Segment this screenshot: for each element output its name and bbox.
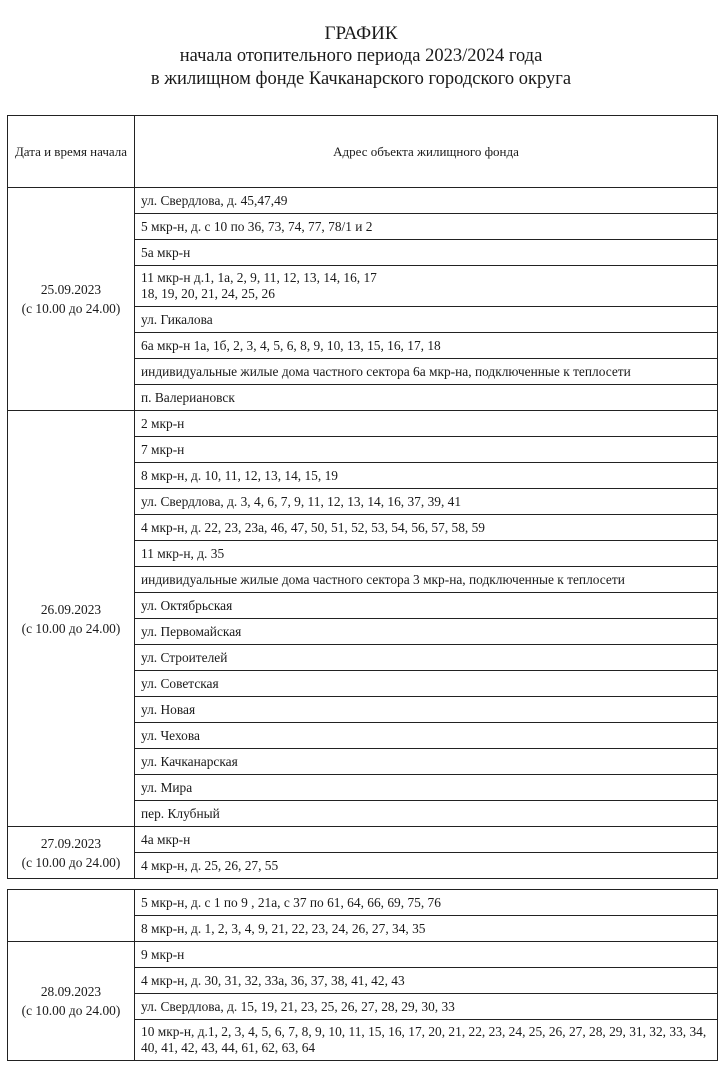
title-line-3: в жилищном фонде Качканарского городского округа xyxy=(150,69,572,89)
address-cell: 9 мкр-н xyxy=(135,942,718,968)
date-value: 28.09.2023 xyxy=(40,984,102,999)
address-cell: ул. Качканарская xyxy=(135,749,718,775)
header-date-cell: Дата и время начала xyxy=(8,116,135,188)
address-cell: ул. Свердлова, д. 45,47,49 xyxy=(135,188,718,214)
address-cell: 5а мкр-н xyxy=(135,240,718,266)
address-cell: ул. Гикалова xyxy=(135,307,718,333)
date-value: 27.09.2023 xyxy=(40,835,102,851)
table-row xyxy=(8,411,718,437)
time-range: (с 10.00 до 24.00) xyxy=(21,301,121,316)
address-cell: ул. Свердлова, д. 15, 19, 21, 23, 25, 26, 27, 28, 29, 30, 33 xyxy=(135,994,718,1020)
address-cell: 10 мкр-н, д.1, 2, 3, 4, 5, 6, 7, 8, 9, 10, 11, 15, 16, 17, 20, 21, 22, 23, 24, 25, 26, 27, 28, 29, 31, 32, 33, 34, 40, 41, 42, 43, 44, 61, 62, 63, 64 xyxy=(135,1020,718,1061)
address-cell: 4 мкр-н, д. 22, 23, 23а, 46, 47, 50, 51, 52, 53, 54, 56, 57, 58, 59 xyxy=(135,515,718,541)
address-cell: индивидуальные жилые дома частного сектора 3 мкр-на, подключенные к теплосети xyxy=(135,567,718,593)
address-cell: 7 мкр-н xyxy=(135,437,718,463)
address-cell: пер. Клубный xyxy=(135,801,718,827)
title-line-2: начала отопительного периода 2023/2024 года xyxy=(179,46,543,66)
address-cell: ул. Советская xyxy=(135,671,718,697)
date-cell xyxy=(8,827,135,879)
address-cell: 5 мкр-н, д. с 10 по 36, 73, 74, 77, 78/1 и 2 xyxy=(135,214,718,240)
address-cell: 11 мкр-н, д. 35 xyxy=(135,541,718,567)
table-row xyxy=(8,188,718,214)
schedule-table-continued xyxy=(7,889,718,1061)
address-cell: 8 мкр-н, д. 1, 2, 3, 4, 9, 21, 22, 23, 24, 26, 27, 34, 35 xyxy=(135,916,718,942)
address-cell: ул. Мира xyxy=(135,775,718,801)
address-cell: ул. Свердлова, д. 3, 4, 6, 7, 9, 11, 12, 13, 14, 16, 37, 39, 41 xyxy=(135,489,718,515)
table-row xyxy=(8,890,718,916)
table-header-row xyxy=(8,116,718,188)
table-row xyxy=(8,942,718,968)
address-cell: 2 мкр-н xyxy=(135,411,718,437)
schedule-table xyxy=(7,115,718,879)
table-row xyxy=(8,827,718,853)
date-cell xyxy=(8,942,135,1061)
address-cell: ул. Октябрьская xyxy=(135,593,718,619)
address-cell: 11 мкр-н д.1, 1а, 2, 9, 11, 12, 13, 14, 16, 17 18, 19, 20, 21, 24, 25, 26 xyxy=(135,266,718,307)
address-cell: п. Валериановск xyxy=(135,385,718,411)
address-cell: 4а мкр-н xyxy=(135,827,718,853)
address-cell: индивидуальные жилые дома частного сектора 6а мкр-на, подключенные к теплосети xyxy=(135,359,718,385)
address-cell: ул. Первомайская xyxy=(135,619,718,645)
time-range: (с 10.00 до 24.00) xyxy=(21,620,121,636)
address-cell: 8 мкр-н, д. 10, 11, 12, 13, 14, 15, 19 xyxy=(135,463,718,489)
time-range: (с 10.00 до 24.00) xyxy=(21,1003,121,1018)
address-cell: 6а мкр-н 1а, 1б, 2, 3, 4, 5, 6, 8, 9, 10, 13, 15, 16, 17, 18 xyxy=(135,333,718,359)
address-cell: ул. Строителей xyxy=(135,645,718,671)
date-cell xyxy=(8,890,135,942)
date-cell xyxy=(8,188,135,411)
date-cell xyxy=(8,411,135,827)
header-address-cell: Адрес объекта жилищного фонда xyxy=(135,116,718,188)
address-cell: 5 мкр-н, д. с 1 по 9 , 21а, с 37 по 61, 64, 66, 69, 75, 76 xyxy=(135,890,718,916)
document-title xyxy=(0,22,722,91)
time-range: (с 10.00 до 24.00) xyxy=(21,854,121,870)
address-cell: 4 мкр-н, д. 30, 31, 32, 33а, 36, 37, 38, 41, 42, 43 xyxy=(135,968,718,994)
date-value: 26.09.2023 xyxy=(40,601,102,617)
title-line-1: ГРАФИК xyxy=(324,23,398,44)
address-cell: 4 мкр-н, д. 25, 26, 27, 55 xyxy=(135,853,718,879)
date-value: 25.09.2023 xyxy=(40,282,102,297)
address-cell: ул. Новая xyxy=(135,697,718,723)
address-cell: ул. Чехова xyxy=(135,723,718,749)
